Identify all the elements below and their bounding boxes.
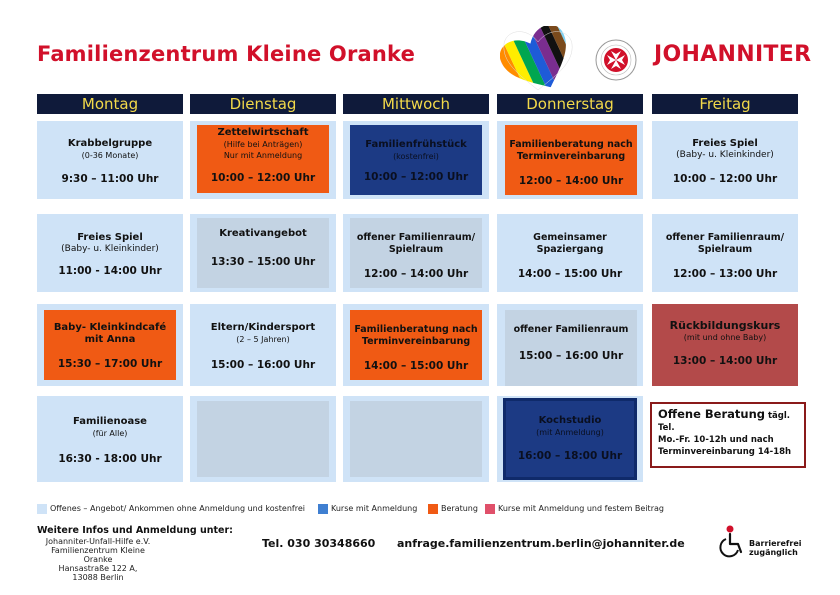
address-line: 13088 Berlin xyxy=(72,573,124,582)
slot-title: Familienberatung nach xyxy=(354,324,478,335)
slot-zettelwirtschaft xyxy=(197,125,329,193)
slot-time: 9:30 – 11:00 Uhr xyxy=(61,173,159,185)
slot-time: 10:00 – 12:00 Uhr xyxy=(210,172,316,184)
slot-sub: (0-36 Monate) xyxy=(81,151,139,160)
legend-swatch-open xyxy=(37,504,47,514)
slot-sub: (kostenfrei) xyxy=(393,152,439,161)
address xyxy=(37,537,159,582)
empty-slot xyxy=(350,401,482,477)
slot-title: Offene Beratung xyxy=(658,407,765,421)
slot-kleinkindcafe xyxy=(44,310,176,380)
slot-line-2: Mo.-Fr. 10-12h und nach xyxy=(658,435,774,445)
legend-label-paid: Kurse mit Anmeldung und festem Beitrag xyxy=(498,504,664,513)
legend-swatch-advice xyxy=(428,504,438,514)
slot-kindersport xyxy=(190,322,336,371)
slot-title: Rückbildungskurs xyxy=(669,319,781,332)
slot-title-2: Terminvereinbarung xyxy=(361,336,471,347)
slot-title-rest: tägl. Tel. xyxy=(658,411,790,433)
slot-familienoase xyxy=(37,416,183,465)
slot-kochstudio xyxy=(503,398,637,480)
accessibility-label xyxy=(749,539,802,557)
slot-time: 14:00 – 15:00 Uhr xyxy=(363,360,469,372)
slot-time: 12:00 – 14:00 Uhr xyxy=(518,175,624,187)
slot-krabbelgruppe xyxy=(37,138,183,185)
slot-sub: (Baby- u. Kleinkinder) xyxy=(61,244,159,254)
slot-title: Kreativangebot xyxy=(219,228,307,239)
address-line: Familienzentrum Kleine Oranke xyxy=(51,546,145,564)
slot-title: offener Familienraum/ xyxy=(356,232,476,243)
johanniter-seal-icon xyxy=(594,38,638,82)
page-title: Familienzentrum Kleine Oranke xyxy=(37,42,416,66)
slot-title: Freies Spiel xyxy=(692,138,758,149)
slot-familienberatung-wed xyxy=(350,310,482,380)
slot-rueckbildungskurs xyxy=(652,304,798,386)
day-header-friday: Freitag xyxy=(652,94,798,114)
accessibility-line: Barrierefrei xyxy=(749,539,802,548)
slot-time: 16:00 – 18:00 Uhr xyxy=(517,450,623,462)
address-line: Johanniter-Unfall-Hilfe e.V. xyxy=(45,537,151,546)
day-header-wednesday: Mittwoch xyxy=(343,94,489,114)
slot-offene-beratung xyxy=(650,402,806,468)
slot-freies-spiel-mon xyxy=(37,232,183,277)
legend-label-open: Offenes – Angebot/ Ankommen ohne Anmeldung und kostenfrei xyxy=(50,504,305,513)
legend-swatch-course xyxy=(318,504,328,514)
legend-swatch-paid xyxy=(485,504,495,514)
slot-time: 10:00 – 12:00 Uhr xyxy=(672,173,778,185)
day-header-tuesday: Dienstag xyxy=(190,94,336,114)
slot-familienfruehstueck xyxy=(350,125,482,195)
slot-familienraum-thu xyxy=(505,310,637,386)
slot-sub: (Baby- u. Kleinkinder) xyxy=(676,150,774,160)
slot-freies-spiel-fri xyxy=(652,138,798,185)
slot-title: Familienberatung nach xyxy=(509,139,633,150)
slot-spaziergang xyxy=(497,232,643,280)
slot-time: 15:30 – 17:00 Uhr xyxy=(57,358,163,370)
brand-name: JOHANNITER xyxy=(654,42,812,67)
slot-title: offener Familienraum xyxy=(513,324,629,335)
slot-title: Krabbelgruppe xyxy=(67,138,153,149)
phone-number: Tel. 030 30348660 xyxy=(262,537,376,550)
slot-sub: (mit und ohne Baby) xyxy=(683,333,767,342)
wheelchair-icon xyxy=(716,524,748,560)
slot-title-2: Spielraum xyxy=(697,244,753,255)
slot-familienraum-fri xyxy=(652,232,798,280)
slot-time: 15:00 – 16:00 Uhr xyxy=(518,350,624,362)
slot-time: 13:00 – 14:00 Uhr xyxy=(672,355,778,367)
slot-time: 16:30 - 18:00 Uhr xyxy=(58,453,162,465)
slot-title: offener Familienraum/ xyxy=(665,232,785,243)
slot-time: 13:30 – 15:00 Uhr xyxy=(210,256,316,268)
slot-time: 15:00 – 16:00 Uhr xyxy=(210,359,316,371)
slot-title: Zettelwirtschaft xyxy=(217,127,309,138)
slot-sub: (2 – 5 Jahren) xyxy=(236,335,290,344)
day-header-thursday: Donnerstag xyxy=(497,94,643,114)
slot-familienberatung-thu xyxy=(505,125,637,195)
slot-sub-2: Nur mit Anmeldung xyxy=(223,151,303,160)
email-link[interactable]: anfrage.familienzentrum.berlin@johanniter.de xyxy=(397,537,685,550)
slot-title: Familienoase xyxy=(73,416,147,427)
more-info-label: Weitere Infos und Anmeldung unter: xyxy=(37,525,233,536)
slot-time: 14:00 – 15:00 Uhr xyxy=(517,268,623,280)
legend-label-advice: Beratung xyxy=(441,504,478,513)
slot-title: Familienfrühstück xyxy=(365,139,467,150)
slot-kreativangebot xyxy=(197,218,329,288)
day-header-monday: Montag xyxy=(37,94,183,114)
slot-familienraum-wed xyxy=(350,218,482,288)
legend-label-course: Kurse mit Anmeldung xyxy=(331,504,418,513)
slot-time: 12:00 – 14:00 Uhr xyxy=(363,268,469,280)
slot-line-3: Terminvereinbarung 14-18h xyxy=(658,447,792,457)
slot-title-2: Spaziergang xyxy=(536,244,604,255)
slot-sub: (für Alle) xyxy=(92,429,128,438)
address-line: Hansastraße 122 A, xyxy=(58,564,138,573)
slot-time: 12:00 – 13:00 Uhr xyxy=(672,268,778,280)
slot-sub: (Hilfe bei Anträgen) xyxy=(223,140,303,149)
slot-sub: (mit Anmeldung) xyxy=(536,428,604,437)
slot-title-2: mit Anna xyxy=(84,334,136,345)
slot-time: 11:00 - 14:00 Uhr xyxy=(58,265,162,277)
accessibility-line: zugänglich xyxy=(749,548,798,557)
rainbow-heart-logo xyxy=(500,26,576,94)
slot-title-2: Spielraum xyxy=(388,244,444,255)
slot-title: Eltern/Kindersport xyxy=(210,322,316,333)
slot-title: Gemeinsamer xyxy=(533,232,607,243)
slot-title-2: Terminvereinbarung xyxy=(516,151,626,162)
slot-title: Kochstudio xyxy=(538,415,602,426)
slot-title: Baby- Kleinkindcafé xyxy=(53,322,167,333)
slot-time: 10:00 – 12:00 Uhr xyxy=(363,171,469,183)
slot-title: Freies Spiel xyxy=(77,232,143,243)
empty-slot xyxy=(197,401,329,477)
